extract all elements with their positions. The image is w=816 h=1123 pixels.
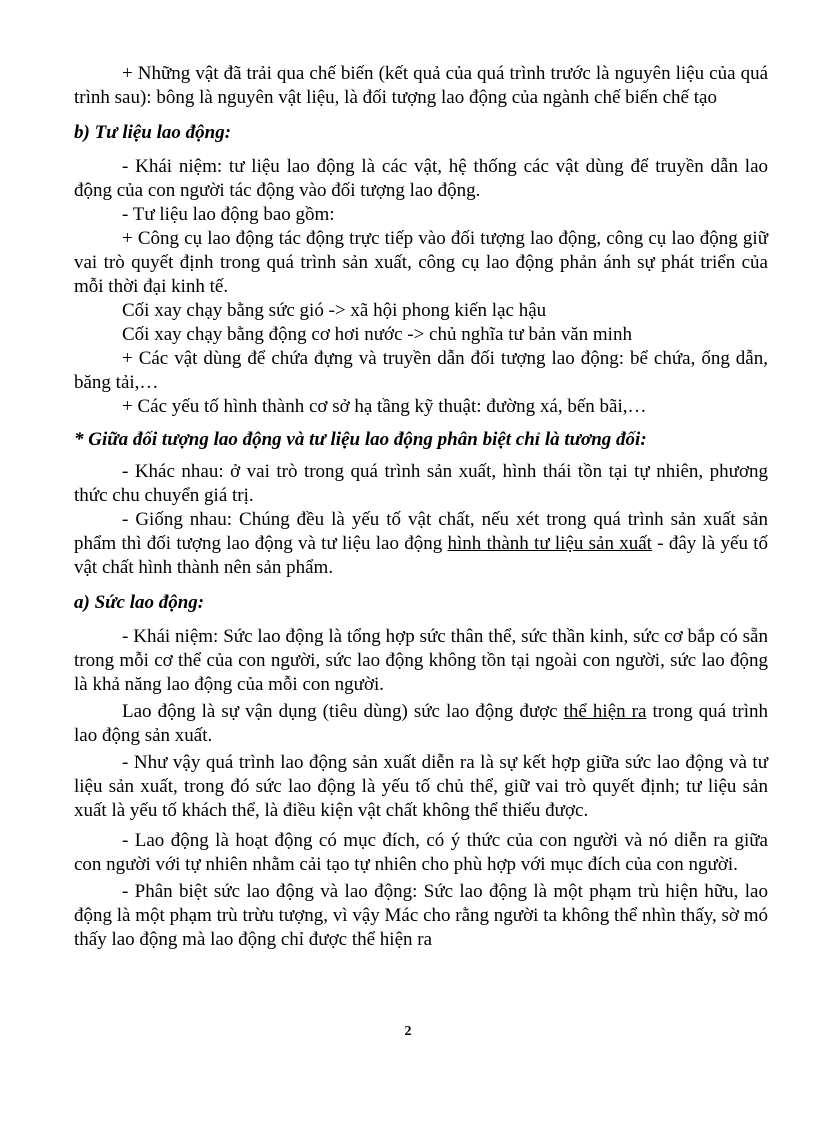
page-number: 2	[404, 1024, 412, 1039]
paragraph-labor-power-definition: - Khái niệm: Sức lao động là tổng hợp sức thân thể, sức thần kinh, sức cơ bắp có sẵn trong mỗi cơ thể của con người, sức lao động không tồn tại ngoài con người, sức lao động là khả năng lao động của mỗi con người.	[74, 626, 768, 695]
heading-means-of-labor: b) Tư liệu lao động:	[74, 122, 232, 143]
underlined-expressed: thể hiện ra	[563, 701, 647, 722]
paragraph-distinguish-labor: - Phân biệt sức lao động và lao động: Sức lao động là một phạm trù hiện hữu, lao động là một phạm trù trừu tượng, vì vậy Mác cho rằng người ta không thể nhìn thấy, sờ mó thấy lao động mà lao động chỉ được thể hiện ra	[74, 881, 768, 950]
similarities-text-end: - đây là yếu tố vật chất hình thành nên sản phẩm.	[74, 533, 768, 578]
paragraph-wind-mill-example: Cối xay chạy bằng sức gió -> xã hội phong kiến lạc hậu	[122, 300, 547, 321]
heading-labor-power: a) Sức lao động:	[74, 592, 205, 613]
paragraph-differences: - Khác nhau: ở vai trò trong quá trình sản xuất, hình thái tồn tại tự nhiên, phương thức chu chuyển giá trị.	[74, 461, 768, 506]
paragraph-means-of-labor-definition: - Khái niệm: tư liệu lao động là các vật, hệ thống các vật dùng để truyền dẫn lao động của con người tác động vào đối tượng lao động.	[74, 156, 768, 201]
paragraph-production-process: - Như vậy quá trình lao động sản xuất diễn ra là sự kết hợp giữa sức lao động và tư liệu sản xuất, trong đó sức lao động là yếu tố chủ thể, giữ vai trò quyết định; tư liệu sản xuất là yếu tố khách thể, là điều kiện vật chất không thể thiếu được.	[74, 752, 768, 821]
paragraph-containers: + Các vật dùng để chứa đựng và truyền dẫn đối tượng lao động: bể chứa, ống dẫn, băng tải,…	[74, 348, 768, 393]
paragraph-means-of-labor-includes: - Tư liệu lao động bao gồm:	[122, 204, 335, 225]
paragraph-labor-tools: + Công cụ lao động tác động trực tiếp vào đối tượng lao động, công cụ lao động giữ vai trò quyết định trong quá trình sản xuất, công cụ lao động phản ánh sự phát triển của mỗi thời đại kinh tế.	[74, 228, 768, 297]
paragraph-labor-purposeful: - Lao động là hoạt động có mục đích, có ý thức của con người và nó diễn ra giữa con người với tự nhiên nhằm cải tạo tự nhiên cho phù hợp với mục đích của con người.	[74, 830, 768, 875]
labor-is-use-end: trong quá trình lao động sản xuất.	[74, 701, 768, 746]
paragraph-infrastructure: + Các yếu tố hình thành cơ sở hạ tầng kỹ thuật: đường xá, bến bãi,…	[122, 396, 647, 417]
paragraph-steam-mill-example: Cối xay chạy bằng động cơ hơi nước -> chủ nghĩa tư bản văn minh	[122, 324, 632, 345]
similarities-text-start: - Giống nhau: Chúng đều là yếu tố vật chất, nếu xét trong quá trình sản xuất sản phẩm thì đối tượng lao động và tư liệu lao động	[74, 509, 768, 554]
heading-relative-distinction: * Giữa đối tượng lao động và tư liệu lao động phân biệt chỉ là tương đối:	[74, 429, 647, 450]
document-body	[74, 62, 768, 952]
paragraph-similarities	[74, 508, 768, 580]
labor-is-use-start: Lao động là sự vận dụng (tiêu dùng) sức lao động được	[122, 701, 564, 722]
paragraph-processed-materials: + Những vật đã trải qua chế biến (kết quả của quá trình trước là nguyên liệu của quá trình sau): bông là nguyên vật liệu, là đối tượng lao động của ngành chế biến chế tạo	[74, 63, 768, 108]
underlined-means-of-production: hình thành tư liệu sản xuất	[447, 533, 652, 554]
paragraph-labor-is-use	[74, 700, 768, 748]
